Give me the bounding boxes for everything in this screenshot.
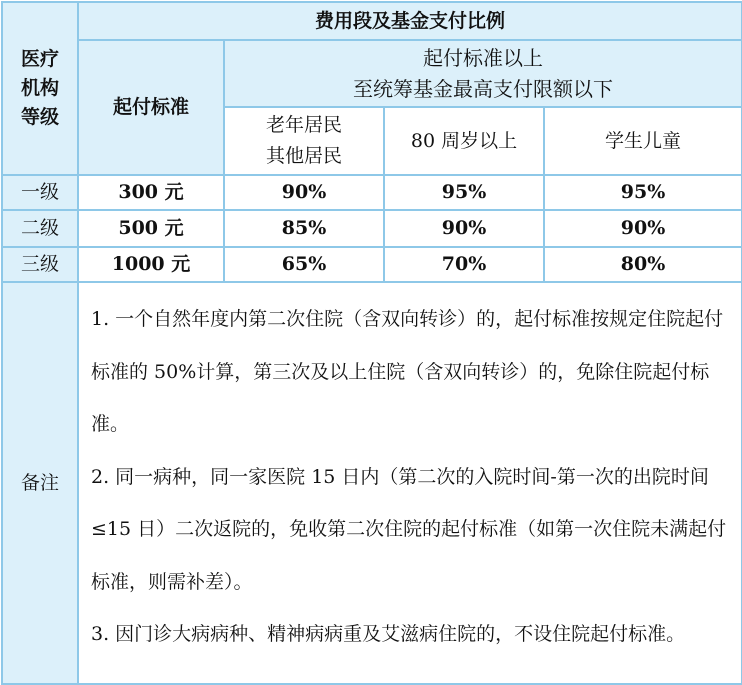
- above-threshold-text: 起付标准以上 至统筹基金最高支付限额以下: [353, 45, 613, 101]
- level-cell: 一级: [2, 175, 78, 210]
- reimbursement-table: [1, 1, 742, 685]
- group-header: [384, 107, 544, 175]
- rate-cell: 90%: [384, 210, 544, 247]
- threshold-header: 起付标准: [78, 40, 224, 175]
- note-item: 3. 因门诊大病病种、精神病病重及艾滋病住院的，不设住院起付标准。: [91, 623, 686, 645]
- note-item: 1. 一个自然年度内第二次住院（含双向转诊）的，起付标准按规定住院起付标准的 50%计算，第三次及以上住院（含双向转诊）的，免除住院起付标准。: [91, 308, 724, 435]
- table-title: 费用段及基金支付比例: [78, 2, 742, 40]
- level-header: [2, 2, 78, 175]
- notes-body: [78, 282, 742, 684]
- group-header-text: 学生儿童: [605, 129, 682, 152]
- rate-cell: 65%: [224, 247, 384, 282]
- threshold-cell: 1000 元: [78, 247, 224, 282]
- threshold-cell: 300 元: [78, 175, 224, 210]
- rate-cell: 90%: [544, 210, 742, 247]
- level-header-text: 医疗 机构 等级: [20, 47, 59, 128]
- level-cell: 三级: [2, 247, 78, 282]
- rate-cell: 95%: [384, 175, 544, 210]
- group-header: [544, 107, 742, 175]
- notes-label: 备注: [2, 282, 78, 684]
- header-row-title: [2, 2, 742, 40]
- rate-cell: 85%: [224, 210, 384, 247]
- threshold-cell: 500 元: [78, 210, 224, 247]
- table-row: [2, 175, 742, 210]
- note-item: 2. 同一病种，同一家医院 15 日内（第二次的入院时间-第一次的出院时间≤15 日）二次返院的，免收第二次住院的起付标准（如第一次住院未满起付标准，则需补差）。: [91, 465, 727, 593]
- rate-cell: 70%: [384, 247, 544, 282]
- rate-cell: 90%: [224, 175, 384, 210]
- header-row-sections: [2, 40, 742, 107]
- group-header-text: 80 周岁以上: [410, 129, 518, 152]
- level-cell: 二级: [2, 210, 78, 247]
- table-row: [2, 210, 742, 247]
- rate-cell: 95%: [544, 175, 742, 210]
- group-header: [224, 107, 384, 175]
- group-header-text: 老年居民 其他居民: [265, 114, 342, 167]
- above-threshold-header: [224, 40, 742, 107]
- table-row: [2, 247, 742, 282]
- notes-row: [2, 282, 742, 684]
- rate-cell: 80%: [544, 247, 742, 282]
